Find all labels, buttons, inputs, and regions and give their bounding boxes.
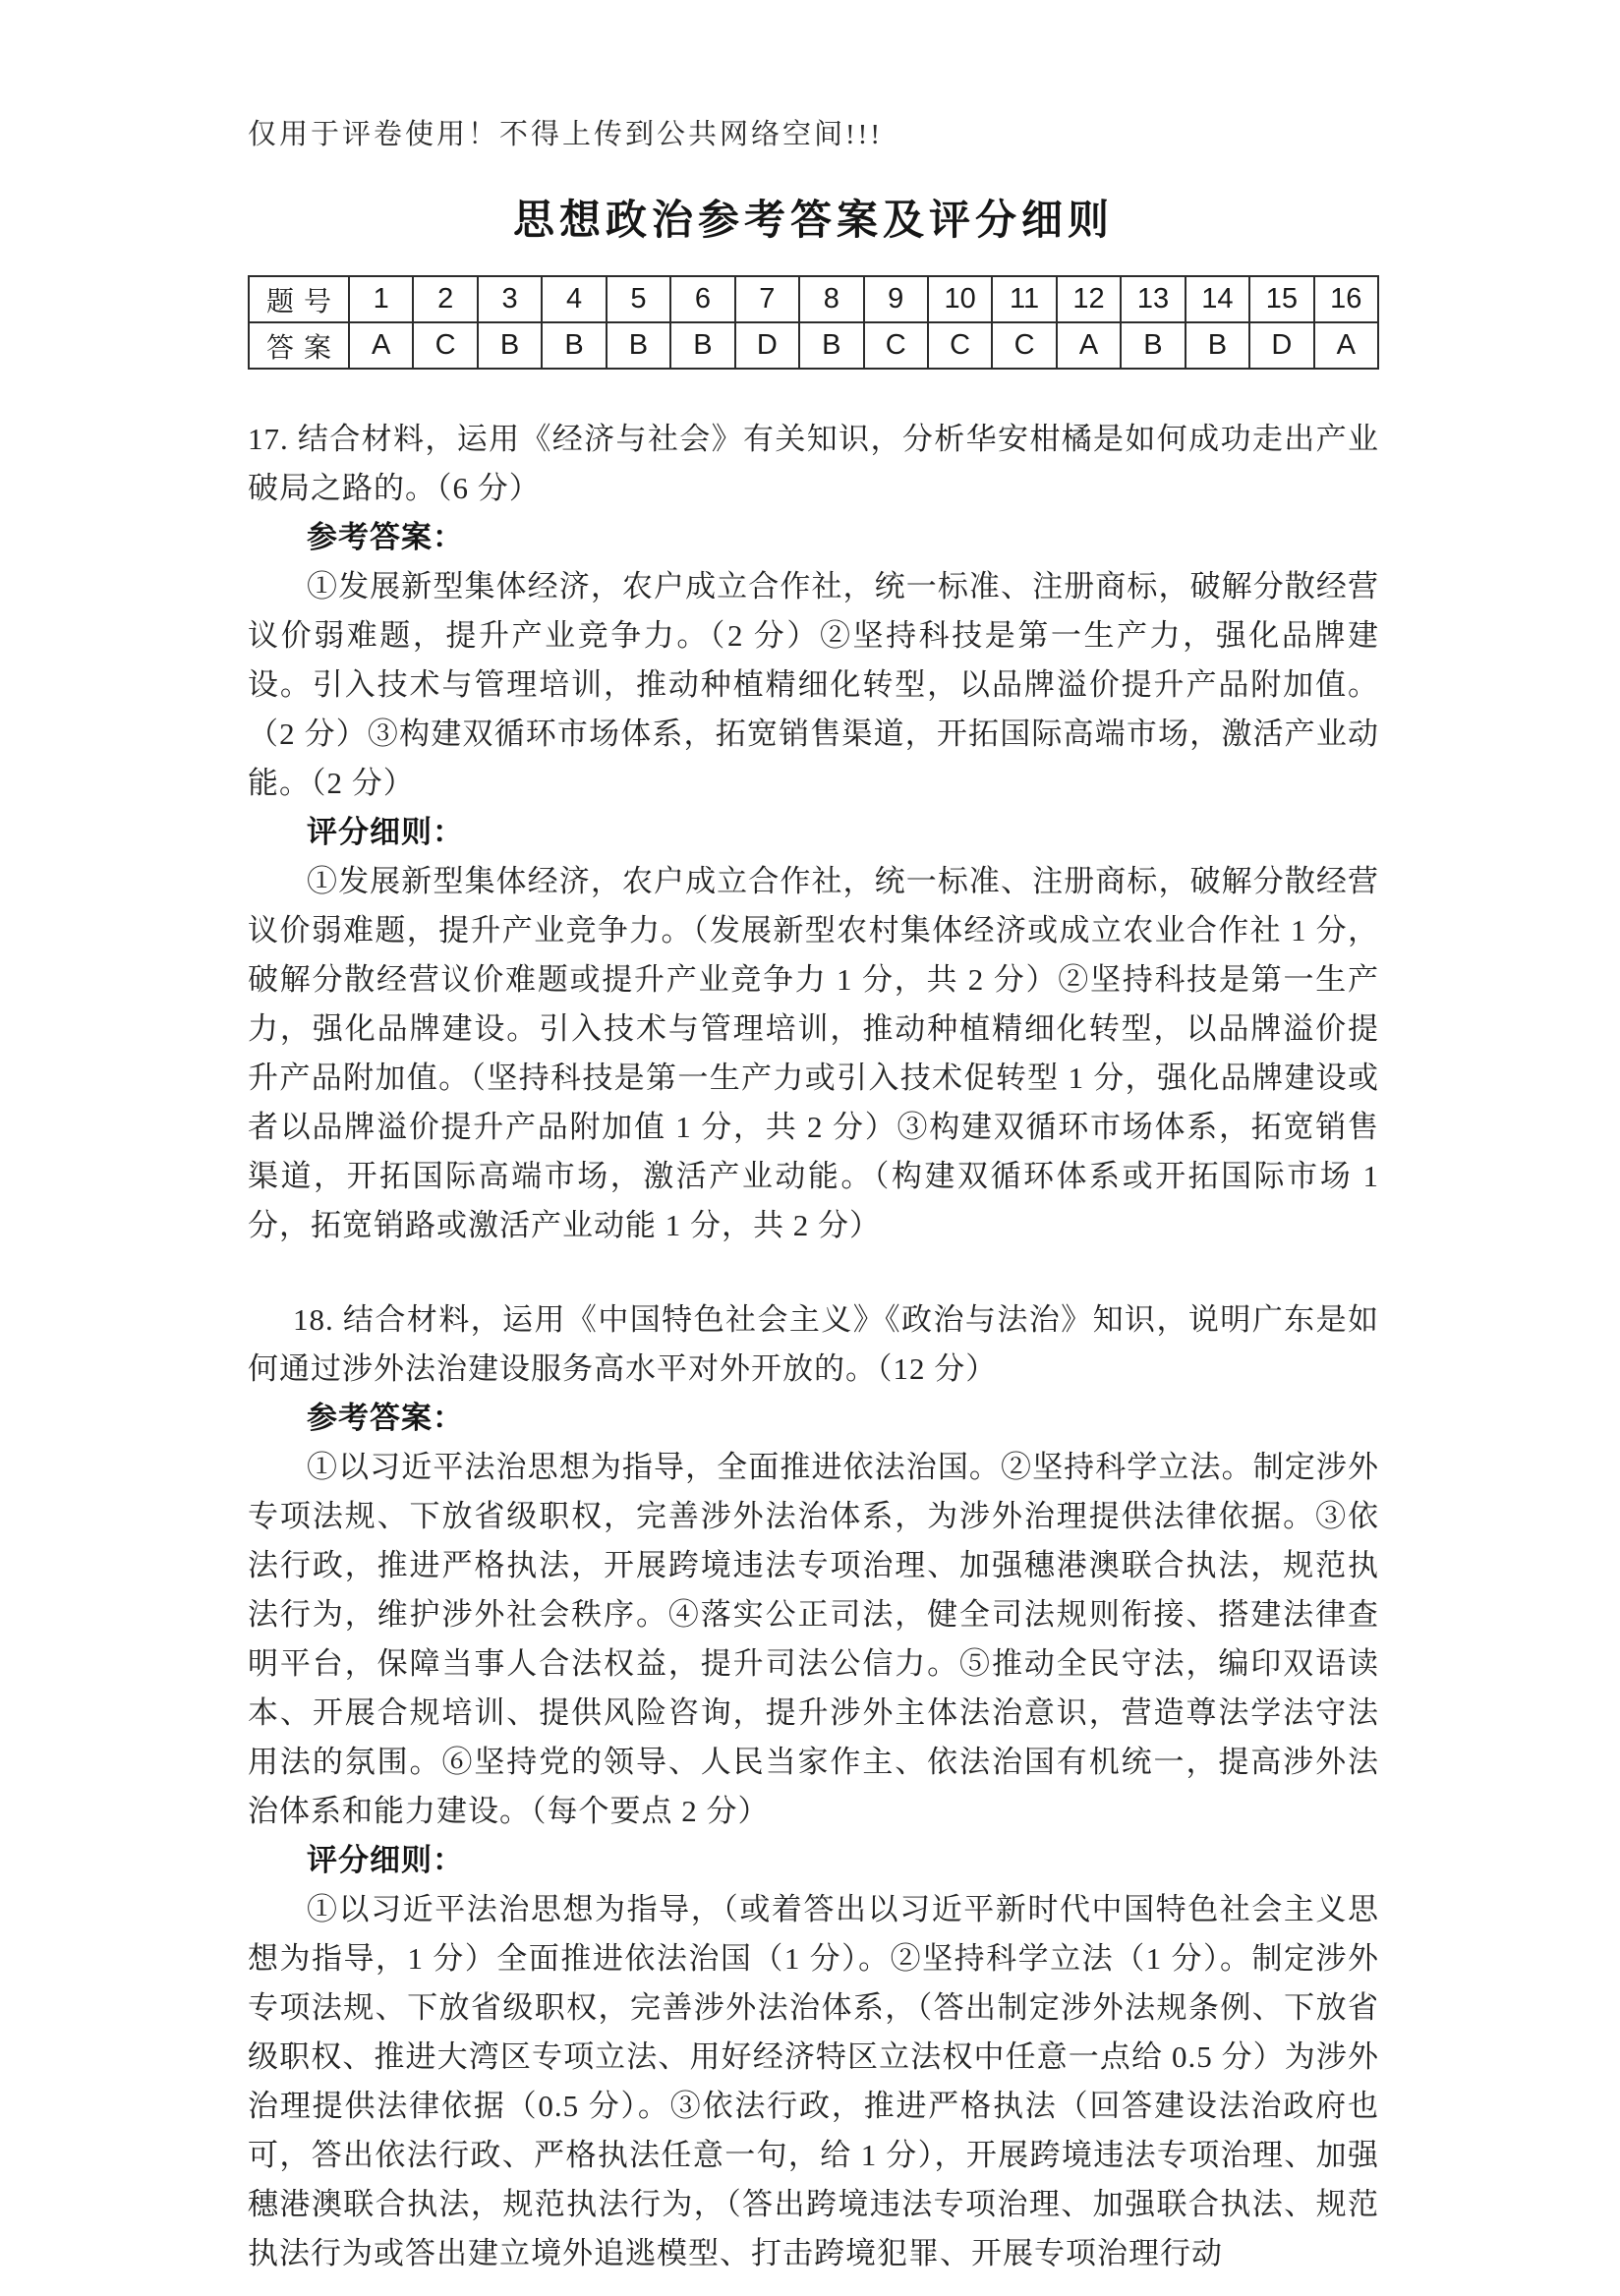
question-18-section (248, 1295, 1379, 2278)
question-number-cell: 4 (542, 276, 606, 322)
question-17-section (248, 415, 1379, 1250)
table-row-answers (249, 322, 1378, 369)
answer-key-table (248, 275, 1379, 370)
question-number-cell: 11 (992, 276, 1056, 322)
question-number-cell: 9 (864, 276, 928, 322)
question-18-reference-answer-label: 参考答案： (307, 1401, 464, 1435)
answer-cell: C (992, 322, 1056, 369)
answer-cell: B (1121, 322, 1185, 369)
question-number-cell: 6 (670, 276, 734, 322)
answer-cell: A (1057, 322, 1121, 369)
question-number-cell: 2 (413, 276, 477, 322)
answer-cell: B (478, 322, 542, 369)
answer-cell: B (607, 322, 670, 369)
question-18-rubric-label: 评分细则： (307, 1843, 464, 1877)
question-18-rubric: ①以习近平法治思想为指导，（或着答出以习近平新时代中国特色社会主义思想为指导，1 分）全面推进依法治国（1 分）。②坚持科学立法（1 分）。制定涉外专项法规、下放省级职权，完善涉外法治体系，（答出制定涉外法规条例、下放省级职权、推进大湾区专项立法、用好经济特区立法权中任意一点给 0.5 分）为涉外治理提供法律依据（0.5 分）。③依法行政，推进严格执法（回答建设法治政府也可，答出依法行政、严格执法任意一句，给 1 分），开展跨境违法专项治理、加强穗港澳联合执法，规范执法行为，（答出跨境违法专项治理、加强联合执法、规范执法行为或答出建立境外追逃模型、打击跨境犯罪、开展专项治理行动 (248, 1892, 1379, 2270)
question-number-cell: 16 (1314, 276, 1378, 322)
answer-cell: B (1186, 322, 1249, 369)
row-header-question-number: 题号 (249, 276, 349, 322)
header-notice: 仅用于评卷使用！不得上传到公共网络空间!!! (248, 119, 883, 150)
answer-cell: B (542, 322, 606, 369)
question-number-cell: 12 (1057, 276, 1121, 322)
answer-cell: B (799, 322, 863, 369)
question-number-cell: 1 (349, 276, 413, 322)
answer-cell: A (1314, 322, 1378, 369)
question-number-cell: 3 (478, 276, 542, 322)
answer-cell: D (735, 322, 799, 369)
answer-cell: B (670, 322, 734, 369)
answer-cell: C (864, 322, 928, 369)
question-number-cell: 10 (928, 276, 992, 322)
answer-cell: D (1249, 322, 1313, 369)
question-number-cell: 8 (799, 276, 863, 322)
question-17-rubric-label: 评分细则： (307, 815, 464, 849)
question-18-text: 18. 结合材料，运用《中国特色社会主义》《政治与法治》知识，说明广东是如何通过涉外法治建设服务高水平对外开放的。（12 分） (248, 1302, 1379, 1386)
question-number-cell: 13 (1121, 276, 1185, 322)
question-number-cell: 15 (1249, 276, 1313, 322)
question-18-reference-answer: ①以习近平法治思想为指导，全面推进依法治国。②坚持科学立法。制定涉外专项法规、下放省级职权，完善涉外法治体系，为涉外治理提供法律依据。③依法行政，推进严格执法，开展跨境违法专项治理、加强穗港澳联合执法，规范执法行为，维护涉外社会秩序。④落实公正司法，健全司法规则衔接、搭建法律查明平台，保障当事人合法权益，提升司法公信力。⑤推动全民守法，编印双语读本、开展合规培训、提供风险咨询，提升涉外主体法治意识，营造尊法学法守法用法的氛围。⑥坚持党的领导、人民当家作主、依法治国有机统一，提高涉外法治体系和能力建设。（每个要点 2 分） (248, 1450, 1379, 1828)
question-number-cell: 14 (1186, 276, 1249, 322)
question-number-cell: 5 (607, 276, 670, 322)
row-header-answer: 答案 (249, 322, 349, 369)
table-row-question-numbers (249, 276, 1378, 322)
question-17-reference-answer: ①发展新型集体经济，农户成立合作社，统一标准、注册商标，破解分散经营议价弱难题，提升产业竞争力。（2 分）②坚持科技是第一生产力，强化品牌建设。引入技术与管理培训，推动种植精细化转型，以品牌溢价提升产品附加值。（2 分）③构建双循环市场体系，拓宽销售渠道，开拓国际高端市场，激活产业动能。（2 分） (248, 569, 1379, 800)
question-17-rubric: ①发展新型集体经济，农户成立合作社，统一标准、注册商标，破解分散经营议价弱难题，提升产业竞争力。（发展新型农村集体经济或成立农业合作社 1 分，破解分散经营议价难题或提升产业竞争力 1 分，共 2 分）②坚持科技是第一生产力，强化品牌建设。引入技术与管理培训，推动种植精细化转型，以品牌溢价提升产品附加值。（坚持科技是第一生产力或引入技术促转型 1 分，强化品牌建设或者以品牌溢价提升产品附加值 1 分，共 2 分）③构建双循环市场体系，拓宽销售渠道，开拓国际高端市场，激活产业动能。（构建双循环体系或开拓国际市场 1 分，拓宽销路或激活产业动能 1 分，共 2 分） (248, 864, 1379, 1242)
question-number-cell: 7 (735, 276, 799, 322)
answer-cell: C (413, 322, 477, 369)
answer-cell: A (349, 322, 413, 369)
question-17-text: 17. 结合材料，运用《经济与社会》有关知识，分析华安柑橘是如何成功走出产业破局之路的。（6 分） (248, 422, 1379, 505)
question-17-reference-answer-label: 参考答案： (307, 520, 464, 554)
page-title: 思想政治参考答案及评分细则 (512, 199, 1114, 244)
answer-cell: C (928, 322, 992, 369)
